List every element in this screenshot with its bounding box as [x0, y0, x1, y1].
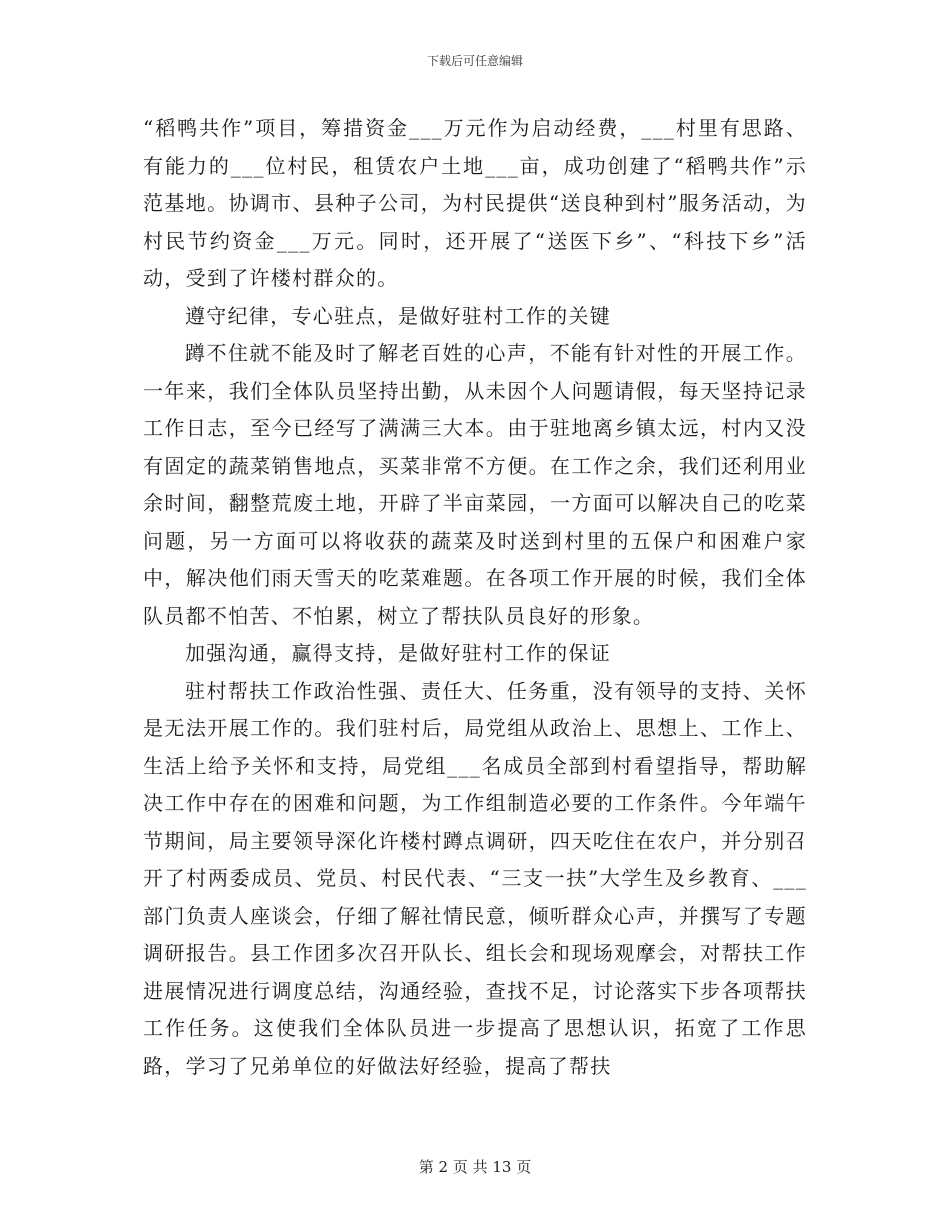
paragraph-discipline: 蹲不住就不能及时了解老百姓的心声，不能有针对性的开展工作。一年来，我们全体队员坚持出勤，从未因个人问题请假，每天坚持记录工作日志，至今已经写了满满三大本。由于驻地离乡镇太远，村内又没有固定的蔬菜销售地点，买菜非常不方便。在工作之余，我们还利用业余时间，翻整荒废土地，开辟了半亩菜园，一方面可以解决自己的吃菜问题，另一方面可以将收获的蔬菜及时送到村里的五保户和困难户家中，解决他们雨天雪天的吃菜难题。在各项工作开展的时候，我们全体队员都不怕苦、不怕累，树立了帮扶队员良好的形象。	[143, 341, 807, 628]
section-heading-communication: 加强沟通，赢得支持，是做好驻村工作的保证	[185, 641, 611, 665]
section-heading-discipline: 遵守纪律，专心驻点，是做好驻村工作的关键	[185, 303, 611, 328]
page-number: 第 2 页 共 13 页	[418, 1158, 532, 1176]
paragraph-communication: 驻村帮扶工作政治性强、责任大、任务重，没有领导的支持、关怀是无法开展工作的。我们驻村后，局党组从政治上、思想上、工作上、生活上给予关怀和支持，局党组___名成员全部到村看望指导，帮助解决工作中存在的困难和问题，为工作组制造必要的工作条件。今年端午节期间，局主要领导深化许楼村蹲点调研，四天吃住在农户，并分别召开了村两委成员、党员、村民代表、“三支一扶”大学生及乡教育、___部门负责人座谈会，仔细了解社情民意，倾听群众心声，并撰写了专题调研报告。县工作团多次召开队长、组长会和现场观摩会，对帮扶工作进展情况进行调度总结，沟通经验，查找不足，讨论落实下步各项帮扶工作任务。这使我们全体队员进一步提高了思想认识，拓宽了工作思路，学习了兄弟单位的好做法好经验，提高了帮扶	[143, 678, 807, 1078]
document-body	[143, 110, 807, 1085]
paragraph-project-funding: “稻鸭共作”项目，筹措资金___万元作为启动经费，___村里有思路、有能力的___位村民，租赁农户土地___亩，成功创建了“稻鸭共作”示范基地。协调市、县种子公司，为村民提供“送良种到村”服务活动，为村民节约资金___万元。同时，还开展了“送医下乡”、“科技下乡”活动，受到了许楼村群众的。	[143, 116, 807, 290]
page-header-note: 下载后可任意编辑	[426, 54, 523, 68]
